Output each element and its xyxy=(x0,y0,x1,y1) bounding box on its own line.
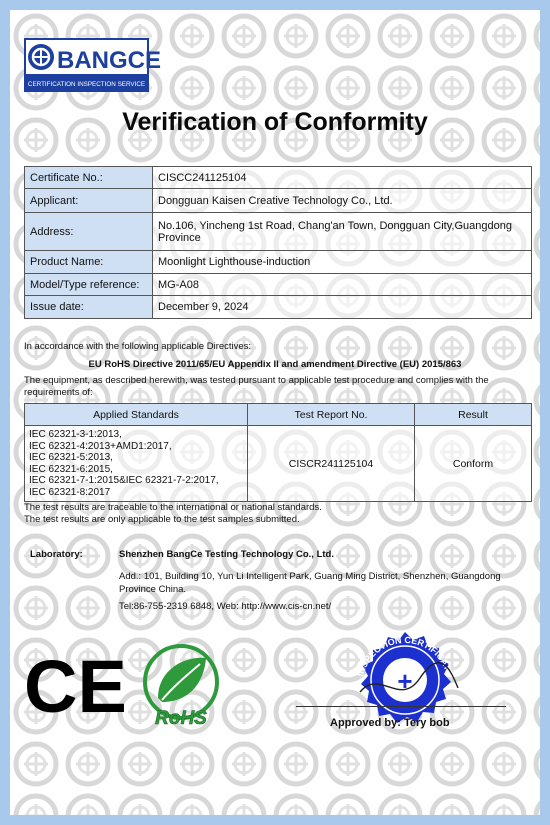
info-row-product xyxy=(25,251,532,274)
info-label: Address: xyxy=(25,213,153,251)
standard-item: IEC 62321-6:2015, xyxy=(29,463,113,475)
note-applicable: The test results are only applicable to the test samples submitted. xyxy=(24,514,300,525)
certificate-info-table xyxy=(24,166,532,319)
rohs-mark-icon xyxy=(138,642,224,730)
directives-intro: In accordance with the following applicable Directives: xyxy=(24,341,252,352)
standard-item: IEC 62321-3-1:2013, xyxy=(29,429,122,440)
page-title: Verification of Conformity xyxy=(122,108,428,136)
result-cell: Conform xyxy=(415,426,532,502)
ce-mark-text: CE xyxy=(24,645,127,728)
logo-tagline: CERTIFICATION INSPECTION SERVICE xyxy=(27,81,146,88)
laboratory-label: Laboratory: xyxy=(30,549,83,560)
info-label: Product Name: xyxy=(25,251,153,274)
logo-brand: BANGCE xyxy=(57,47,162,74)
info-label: Model/Type reference: xyxy=(25,274,153,296)
info-label: Certificate No.: xyxy=(25,167,153,189)
svg-text:+: + xyxy=(397,666,413,696)
column-header: Applied Standards xyxy=(25,404,248,426)
standards-table xyxy=(24,403,532,502)
info-row-applicant xyxy=(25,189,532,213)
laboratory-name: Shenzhen BangCe Testing Technology Co., Ltd. xyxy=(119,549,334,560)
info-value: Moonlight Lighthouse-induction xyxy=(153,251,532,274)
ce-mark-icon xyxy=(24,645,127,728)
bangce-logo xyxy=(24,38,162,92)
standards-row xyxy=(25,426,532,502)
signature-line xyxy=(296,706,506,707)
info-value: MG-A08 xyxy=(153,274,532,296)
standard-item: IEC 62321-8:2017 xyxy=(29,486,111,498)
approved-by: Approved by: Tery bob xyxy=(330,717,450,729)
applied-standards-cell xyxy=(25,426,248,502)
info-value: Dongguan Kaisen Creative Technology Co., Ltd. xyxy=(153,189,532,213)
laboratory-contact: Tel:86-755-2319 6848, Web: http://www.cis-cn.net/ xyxy=(119,601,332,612)
info-value: December 9, 2024 xyxy=(153,296,532,319)
standard-item: IEC 62321-5:2013, xyxy=(29,452,113,463)
info-row-issue-date xyxy=(25,296,532,319)
directive-title: EU RoHS Directive 2011/65/EU Appendix II and amendment Directive (EU) 2015/863 xyxy=(88,359,462,370)
equipment-statement: The equipment, as described herewith, was tested pursuant to applicable test procedure and complies with the requirements of: xyxy=(24,375,489,398)
column-header: Result xyxy=(415,404,532,426)
rohs-mark-text: RoHS xyxy=(155,708,207,729)
note-traceable: The test results are traceable to the international or national standards. xyxy=(24,502,322,513)
info-label: Applicant: xyxy=(25,189,153,213)
seal-text: INSPECTION CERTIFICATE xyxy=(355,634,455,678)
info-value: CISCC241125104 xyxy=(153,167,532,189)
info-row-address xyxy=(25,213,532,251)
standard-item: IEC 62321-7-1:2015&IEC 62321-7-2:2017, xyxy=(29,475,219,486)
info-value: No.106, Yincheng 1st Road, Chang'an Town, Dongguan City,Guangdong Province xyxy=(153,213,532,251)
info-label: Issue date: xyxy=(25,296,153,319)
standard-item: IEC 62321-4:2013+AMD1:2017, xyxy=(29,440,172,452)
column-header: Test Report No. xyxy=(248,404,415,426)
info-row-certificate xyxy=(25,167,532,189)
laboratory-address: Add.: 101, Building 10, Yun Li Intelligent Park, Guang Ming District, Shenzhen, Guangdong Province China. xyxy=(119,571,501,595)
test-report-cell: CISCR241125104 xyxy=(248,426,415,502)
info-row-model xyxy=(25,274,532,296)
standards-header-row xyxy=(25,404,532,426)
